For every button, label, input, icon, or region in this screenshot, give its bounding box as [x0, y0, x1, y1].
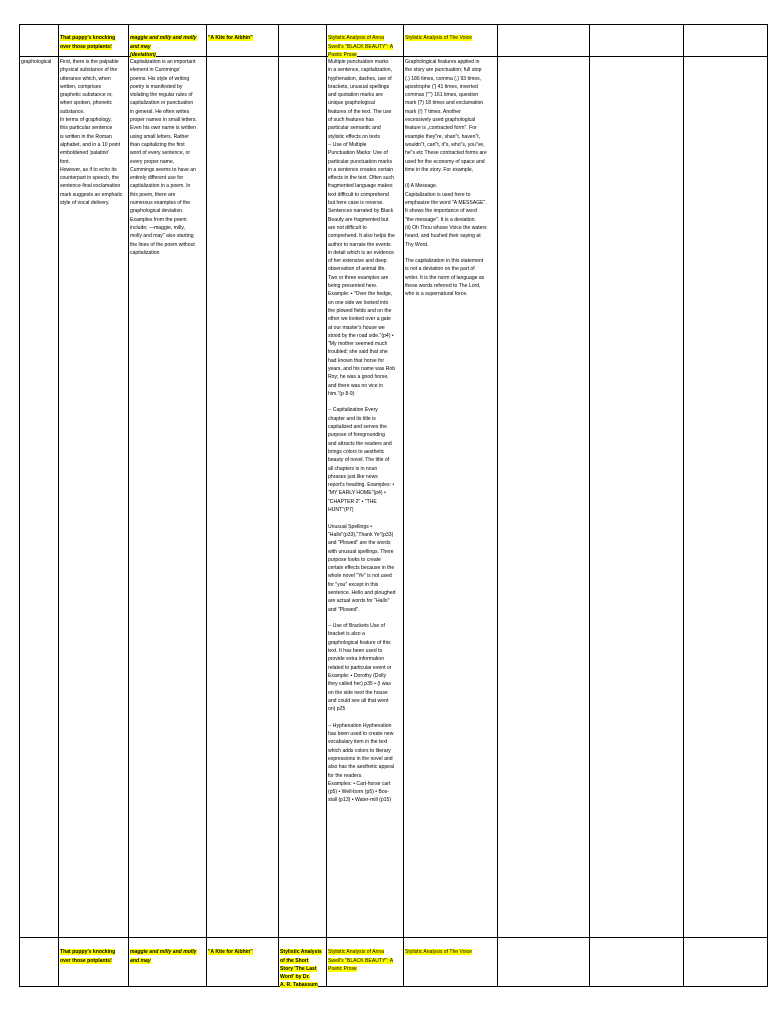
header-cell-voice [405, 26, 496, 43]
col-divider [403, 24, 404, 987]
row-label-graphological: graphological [21, 59, 52, 65]
row-divider [19, 24, 768, 25]
cell-black-beauty-analysis: Multiple punctuation marks in a sentence, capitalization, hyphenation, dashes, use of brackets, unusual spellings and quotation marks are unique graphological features of the text. The use of such features has particular semantic and stylistic effects on texts -- Use of Multiple Punctuation Marks: Use of particular punctuation marks in a sentence creates certain effects in the text. Often such fragmented language makes text difficult to comprehend but here case is reverse. Sentences narrated by Black Beauty are fragmented but are not difficult to comprehend. It also helps the author to narrate the events in detail which is an evidence of her extensive and deep observation of animal life. Two or three examples are being presented here. Example: • "Over the hedge, on one side we looked into the plowed fields and on the other we looked over a gate at our master's house we stood by the road side."(p4) • "My mother seemed much troubled; she said that she had known that horse for years, and his name was Rob Roy; he was a good horse, and there was no vice in him."(p 8-9) -- Capitalization Every chapter and its title is capitalized and serves the purpose of foregrounding and attracts the readers and brings colors to aesthetic beauty of novel. The title of all chapters is in noun phrases just like news report's heading. Examples: • "MY EARLY HOME"(p4) • "CHAPTER 2" • "THE HUNT"(P7) Unusual Spellings • "Hallo"(p33),"Thank Ye"(p33) and "Plowed" are the words with unusual spellings. There purpose looks to create certain effects because in the whole novel "Ye" is not used for "you" except in this sentence. Hello and ploughed are actual words for "Hallo" and "Plowed". -- Use of Brackets Use of bracket is also a graphological feature of this text. It has been used to provide extra information related to particular event or Example: • Dorothy (Dolly they called her) p35 • (I was on the side next the house and could see all that went on) p25 -- Hyphenation Hyphenation has been used to create new vocabulary item in the text which adds colors to literary expressions in the novel and also has the aesthetic appeal for the readers. Examples: • Cart-horse cart (p5) • Well-born (p5) • Box- stall (p13) • Water-mill (p15) [328, 59, 396, 804]
col-divider [497, 24, 498, 987]
cell-voice-analysis: Graphological features applied in the story are punctuation; full stop (.) 186 times, comma (,) 93 times, apostrophe (') 41 times, inverted commas ("") 161 times, question mark (?) 18 times and exclamation mark (!) 7 times. Another excessively used graphological feature is „contracted form". For example they"re, shan"t, haven"t, wouldn"t, can"t, it"s, who"s, you"ve, he"s etc These contracted forms are used for the economy of space and time in the story. For example, (i) A Message. Capitalization is used here to emphasize the word "A MESSAGE". It shows the importance of word "the message". It is a deviation. (ii) Oh Thou whose Voice the waters heard, and hushed their saying at Thy Word. The capitalization in this statement is not a deviation on the part of writer. It is the norm of language as these words referred to The Lord, who is a supernatural force. [405, 59, 487, 298]
header-black-beauty-text: Stylistic Analysis of Anna Swell's "BLACK BEAUTY": A Poetic Prose [328, 35, 394, 58]
col-divider [206, 24, 207, 987]
footer-cell-puppy [60, 940, 126, 965]
header-kite-text: "A Kite for Aibhin" [208, 35, 253, 42]
footer-voice-text: Stylistic Analysis of The Voice [405, 949, 473, 956]
footer-cell-last-word [280, 940, 326, 990]
footer-puppy-text: That puppy's knocking over those potplants! [60, 949, 116, 964]
row-divider [19, 986, 768, 987]
col-divider [58, 24, 59, 987]
footer-kite-text: "A Kite for Aibhin" [208, 949, 253, 956]
header-puppy-text: That puppy's knocking over those potplants! [60, 35, 116, 50]
header-cell-puppy [60, 26, 126, 51]
cell-puppy-analysis: First, there is the palpable physical substance of the utterance which, when written, comprises graphetic substance or, when spoken, phonetic substance. In terms of graphology, this particular sentence is written in the Roman alphabet, and in a 10 point emboldened 'palatino' font. However, as if to echo its counterpart in speech, the sentence-final exclamation mark suggests an emphatic style of vocal delivery. [60, 59, 123, 207]
footer-last-word-text: Stylistic Analysis of the Short Story 'The Last Word' by Dr. A. R. Tabassum [280, 949, 322, 989]
col-divider [683, 24, 684, 987]
col-divider [128, 24, 129, 987]
footer-cell-maggie [130, 940, 205, 965]
header-maggie-text: maggie and milly and molly and may (deviation) [130, 35, 197, 58]
header-cell-kite [208, 26, 276, 43]
header-voice-text: Stylistic Analysis of The Voice [405, 35, 473, 42]
footer-maggie-text: maggie and milly and molly and may [130, 949, 197, 964]
footer-black-beauty-text: Stylistic Analysis of Anna Swell's "BLACK BEAUTY": A Poetic Prose [328, 949, 394, 972]
col-divider [19, 24, 20, 987]
footer-cell-black-beauty [328, 940, 402, 973]
header-cell-black-beauty [328, 26, 402, 59]
footer-cell-voice [405, 940, 496, 957]
col-divider [278, 24, 279, 987]
col-divider [326, 24, 327, 987]
col-divider [589, 24, 590, 987]
cell-maggie-analysis: Capitalization is an important element in Cummings' poems. His style of writing poetry is manifested by violating the regular rules of capitalization or punctuation in general. He often writes proper names in small letters. Even his own name is written using small letters. Rather than capitalizing the first word of every sentence, or every proper name, Cummings seems to have an entirely different use for capitalization in a poem. In this poem, there are numerous examples of the graphological deviation. Examples from the poem include; —maggie, milly, molly and may" also starting the lines of the poem without capitalization [130, 59, 197, 256]
header-cell-maggie [130, 26, 205, 59]
footer-cell-kite [208, 940, 276, 957]
row-divider [19, 937, 768, 938]
